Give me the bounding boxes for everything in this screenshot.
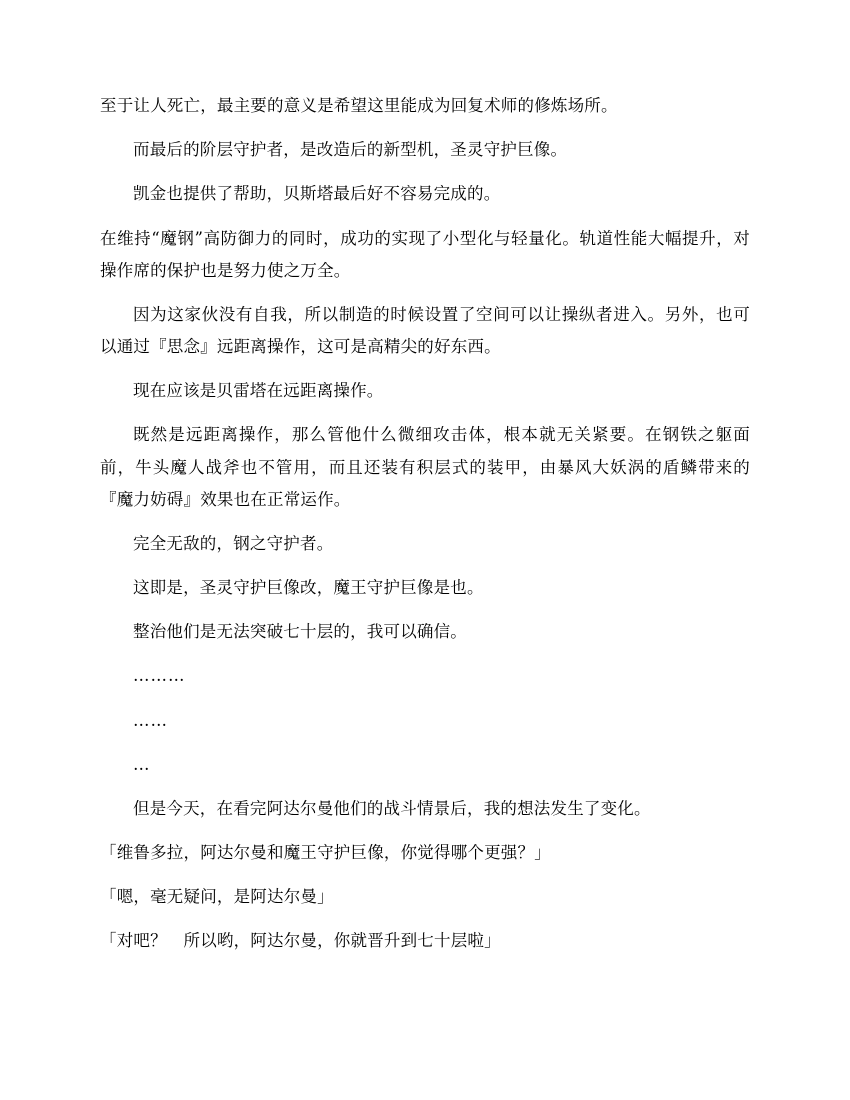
paragraph: 在维持“魔钢”高防御力的同时，成功的实现了小型化与轻量化。轨道性能大幅提升，对操作席的保护也是努力使之万全。 [100,228,750,280]
paragraph: 既然是远距离操作，那么管他什么微细攻击体，根本就无关紧要。在钢铁之躯面前，牛头魔人战斧也不管用，而且还装有积层式的装甲，由暴风大妖涡的盾鳞带来的『魔力妨碍』效果也在正常运作。 [100,425,750,509]
paragraph-dialogue: 「对吧？ 所以哟，阿达尔曼，你就晋升到七十层啦」 [100,931,501,951]
paragraph-ellipsis: …… [133,710,168,730]
paragraph: 这即是，圣灵守护巨像改，魔王守护巨像是也。 [133,578,484,598]
paragraph: 因为这家伙没有自我，所以制造的时候设置了空间可以让操纵者进入。另外，也可以通过『思念』远距离操作，这可是高精尖的好东西。 [100,304,750,357]
paragraph: 整治他们是无法突破七十层的，我可以确信。 [133,622,467,642]
paragraph-dialogue: 「嗯，毫无疑问，是阿达尔曼」 [100,887,334,907]
paragraph-ellipsis: ……… [133,666,186,686]
paragraph: 但是今天，在看完阿达尔曼他们的战斗情景后，我的想法发生了变化。 [133,798,651,818]
paragraph-dialogue: 「维鲁多拉，阿达尔曼和魔王守护巨像，你觉得哪个更强？」 [100,843,551,863]
document-body [100,90,750,958]
paragraph: 完全无敌的，钢之守护者。 [133,533,334,553]
paragraph: 凯金也提供了帮助，贝斯塔最后好不容易完成的。 [133,184,501,204]
paragraph: 现在应该是贝雷塔在远距离操作。 [133,381,384,401]
paragraph-ellipsis: … [133,754,151,774]
paragraph: 而最后的阶层守护者，是改造后的新型机，圣灵守护巨像。 [133,140,568,160]
paragraph: 至于让人死亡，最主要的意义是希望这里能成为回复术师的修炼场所。 [100,96,618,115]
